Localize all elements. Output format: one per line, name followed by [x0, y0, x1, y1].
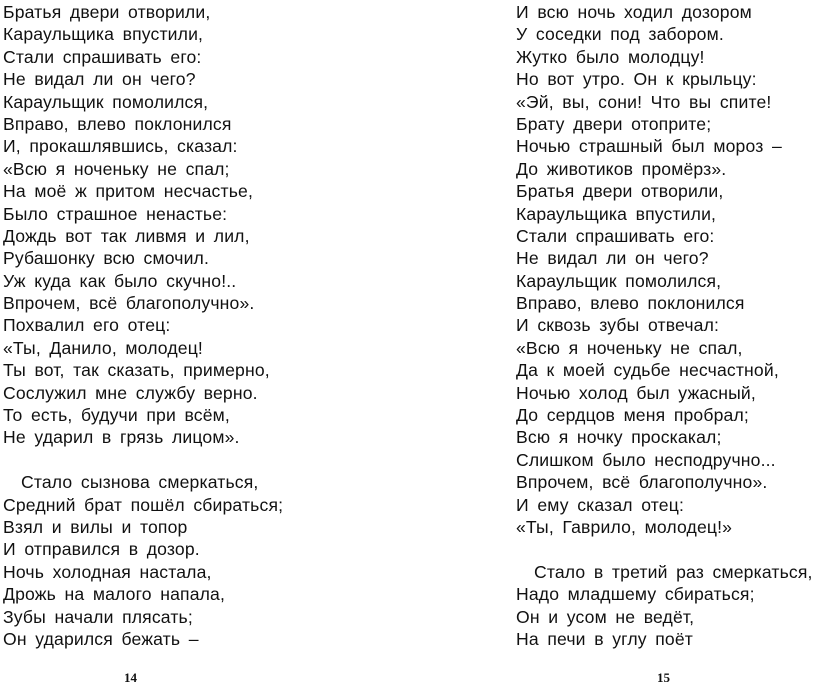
poem-line: И, прокашлявшись, сказал:	[3, 136, 238, 157]
poem-line: Стали спрашивать его:	[3, 46, 202, 67]
poem-line: Караульщик помолился,	[3, 91, 209, 112]
poem-line: Да к моей судьбе несчастной,	[516, 360, 779, 381]
poem-line: Надо младшему сбираться;	[516, 584, 755, 605]
poem-line: Стало сызнова смеркаться,	[21, 472, 259, 493]
poem-line: До сердцов меня пробрал;	[516, 405, 749, 426]
stanza	[3, 1, 283, 449]
poem-line: Не видал ли он чего?	[516, 248, 709, 269]
poem-line: Ночь холодная настала,	[3, 561, 212, 582]
poem-line: Всю я ночку проскакал;	[516, 427, 722, 448]
poem-line: Уж куда как было скучно!..	[3, 270, 237, 291]
poem-line: Он и усом не ведёт,	[516, 606, 695, 627]
stanza	[3, 471, 283, 650]
page-number-right: 15	[657, 670, 670, 685]
poem-line: Стали спрашивать его:	[516, 225, 715, 246]
poem-line: Вправо, влево поклонился	[516, 293, 745, 314]
poem-line: Рубашонку всю смочил.	[3, 248, 210, 269]
poem-line: На моё ж притом несчастье,	[3, 181, 254, 202]
poem-line: Караульщика впустили,	[516, 203, 717, 224]
stanza-break	[3, 449, 283, 471]
poem-line: Зубы начали плясать;	[3, 606, 193, 627]
poem-line: Было страшное ненастье:	[3, 203, 228, 224]
poem-line: У соседки под забором.	[516, 24, 724, 45]
poem-line: И всю ночь ходил дозором	[516, 2, 752, 22]
poem-line: Впрочем, всё благополучно».	[3, 293, 255, 314]
poem-line: Впрочем, всё благополучно».	[516, 472, 768, 493]
poem-line: «Эй, вы, сони! Что вы спите!	[516, 91, 772, 112]
poem-line: «Всю я ноченьку не спал;	[3, 158, 230, 179]
poem-line: Караульщик помолился,	[516, 270, 722, 291]
poem-line: Не видал ли он чего?	[3, 69, 196, 90]
poem-line: Караульщика впустили,	[3, 24, 204, 45]
poem-line: И ему сказал отец:	[516, 494, 684, 515]
poem-line: Слишком было несподручно...	[516, 449, 776, 470]
poem-line: Сослужил мне службу верно.	[3, 382, 258, 403]
stanza-break	[516, 538, 813, 560]
poem-line: Стало в третий раз смеркаться,	[534, 561, 813, 582]
poem-line: Он ударился бежать –	[3, 628, 199, 649]
poem-line: Но вот утро. Он к крыльцу:	[516, 69, 757, 90]
poem-line: До животиков промёрз».	[516, 158, 727, 179]
poem-line: Ночью страшный был мороз –	[516, 136, 782, 157]
poem-line: Брату двери отоприте;	[516, 113, 712, 134]
poem-line: Похвалил его отец:	[3, 315, 171, 336]
right-page	[514, 0, 840, 688]
poem-line: Братья двери отворили,	[516, 181, 724, 202]
stanza	[516, 561, 813, 651]
stanza	[516, 1, 813, 538]
poem-line: Не ударил в грязь лицом».	[3, 427, 240, 448]
poem-line: Средний брат пошёл сбираться;	[3, 494, 284, 515]
poem-line: «Ты, Гаврило, молодец!»	[516, 516, 733, 537]
poem-line: И сквозь зубы отвечал:	[516, 315, 720, 336]
poem-line: И отправился в дозор.	[3, 539, 200, 560]
poem-line: Вправо, влево поклонился	[3, 113, 232, 134]
poem-line: На печи в углу поёт	[516, 628, 694, 649]
poem-line: Дождь вот так ливмя и лил,	[3, 225, 250, 246]
poem-line: Взял и вилы и топор	[3, 516, 188, 537]
poem-line: «Ты, Данило, молодец!	[3, 337, 203, 358]
page-number-left: 14	[124, 670, 137, 685]
poem-line: Дрожь на малого напала,	[3, 584, 226, 605]
poem-line: Ты вот, так сказать, примерно,	[3, 360, 270, 381]
right-poem-text	[516, 1, 813, 650]
poem-line: То есть, будучи при всём,	[3, 405, 230, 426]
poem-line: «Всю я ноченьку не спал,	[516, 337, 743, 358]
left-poem-text	[3, 1, 283, 650]
poem-line: Ночью холод был ужасный,	[516, 382, 756, 403]
poem-line: Жутко было молодцу!	[516, 46, 705, 67]
poem-line: Братья двери отворили,	[3, 2, 211, 22]
